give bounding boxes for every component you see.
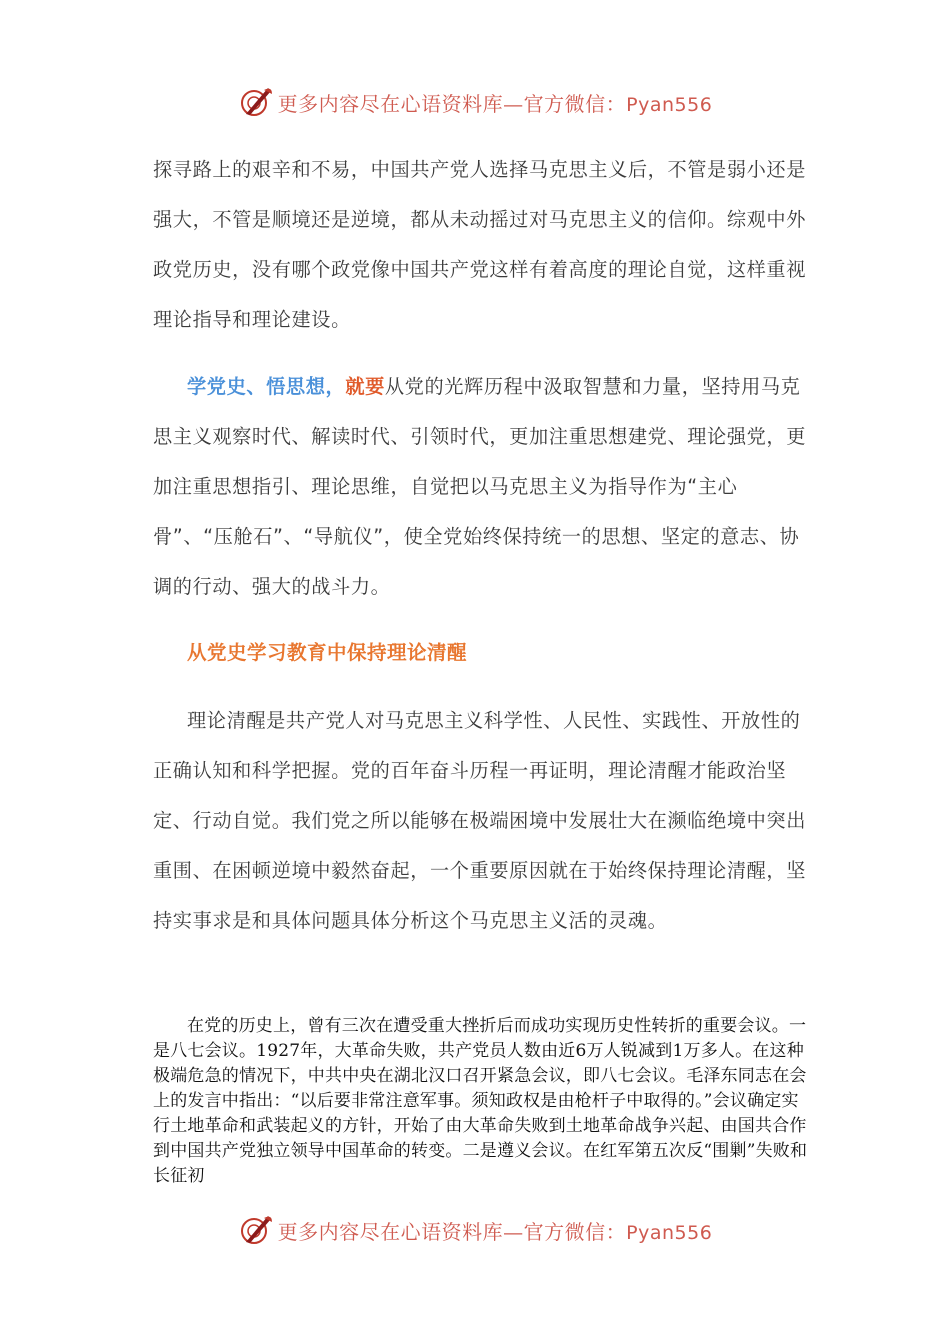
wechat-id: Pyan556 [626,93,713,116]
paragraph-4: 在党的历史上，曾有三次在遭受重大挫折后而成功实现历史性转折的重要会议。一是八七会议。1927年，大革命失败，共产党员人数由近6万人锐减到1万多人。在这种极端危急的情况下，中共中央在湖北汉口召开紧急会议，即八七会议。毛泽东同志在会上的发言中指出：“以后要非常注意军事。须知政权是由枪杆子中取得的。”会议确定实行土地革命和武装起义的方针，开始了由大革命失败到土地革命战争兴起、由国共合作到中国共产党独立领导中国革命的转变。二是遵义会议。在红军第五次反“围剿”失败和长征初 [153,1016,808,1186]
highlight-must: 就要 [345,375,385,398]
header-banner [0,82,950,122]
paragraph-3: 理论清醒是共产党人对马克思主义科学性、人民性、实践性、开放性的正确认知和科学把握。党的百年奋斗历程一再证明，理论清醒才能政治坚定、行动自觉。我们党之所以能够在极端困境中发展壮大在濒临绝境中突出重围、在困顿逆境中毅然奋起，一个重要原因就在于始终保持理论清醒，坚持实事求是和具体问题具体分析这个马克思主义活的灵魂。 [153,709,806,932]
banner-text [278,88,713,117]
paragraph-3-block [153,696,808,946]
highlight-study-history: 学党史、悟思想， [187,375,346,398]
paragraph-2-text: 从党的光辉历程中汲取智慧和力量，坚持用马克思主义观察时代、解读时代、引领时代，更加注重思想建党、理论强党，更加注重思想指引、理论思维，自觉把以马克思主义为指导作为“主心骨”、“压舱石”、“导航仪”，使全党始终保持统一的思想、坚定的意志、协调的行动、强大的战斗力。 [153,375,806,598]
paragraph-1-block [153,145,808,345]
paragraph-4-block [153,1014,808,1189]
paragraph-2-block [153,362,808,612]
footer-banner [0,1210,950,1250]
banner-slogan-footer: 更多内容尽在心语资料库—官方微信： [277,1219,627,1244]
wechat-id-footer: Pyan556 [626,1221,713,1244]
banner-slogan: 更多内容尽在心语资料库—官方微信： [277,91,627,116]
section-heading: 从党史学习教育中保持理论清醒 [187,641,468,664]
banner-text-footer [278,1216,713,1245]
paragraph-2 [153,362,808,612]
section-heading-block [153,628,808,678]
quill-seal-icon [238,84,274,120]
paragraph-1: 探寻路上的艰辛和不易，中国共产党人选择马克思主义后，不管是弱小还是强大，不管是顺境还是逆境，都从未动摇过对马克思主义的信仰。综观中外政党历史，没有哪个政党像中国共产党这样有着高度的理论自觉，这样重视理论指导和理论建设。 [153,158,806,331]
quill-seal-icon [238,1212,274,1248]
